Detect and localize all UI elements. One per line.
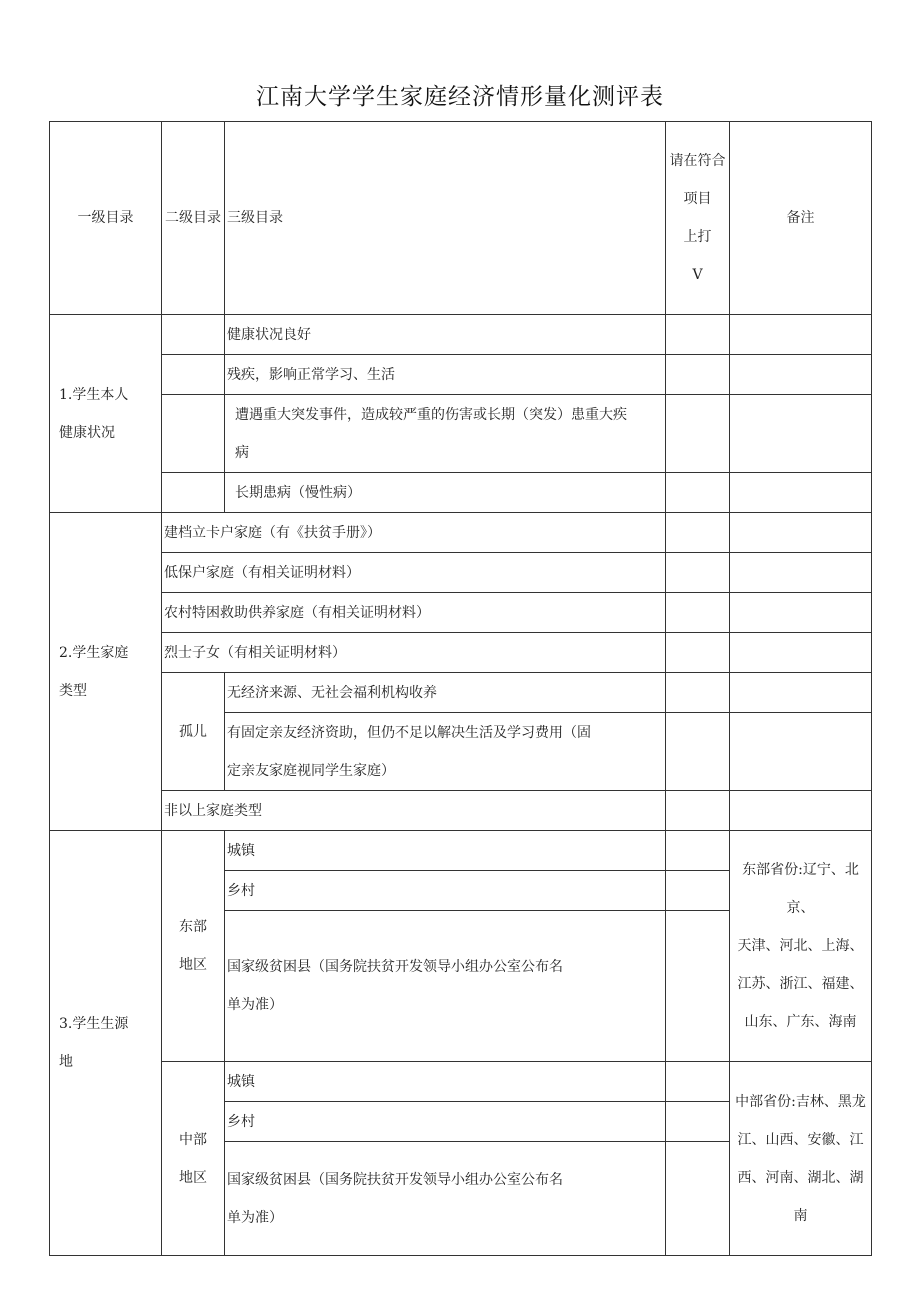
check-cell[interactable]: [666, 791, 730, 831]
blank-cell: [162, 355, 225, 395]
note-cell: [730, 713, 872, 791]
table-row: [50, 395, 872, 473]
table-row: [50, 1062, 872, 1102]
east-region-label: 东部 地区: [162, 831, 225, 1062]
page-title: 江南大学学生家庭经济情形量化测评表: [256, 84, 664, 110]
note-cell: [730, 473, 872, 513]
table-row: [50, 553, 872, 593]
note-cell: [730, 355, 872, 395]
table-row: [50, 513, 872, 553]
check-cell[interactable]: [666, 593, 730, 633]
section2-other: 非以上家庭类型: [162, 791, 666, 831]
check-cell[interactable]: [666, 871, 730, 911]
header-level3: 三级目录: [225, 122, 666, 315]
check-cell[interactable]: [666, 395, 730, 473]
table-row: [50, 831, 872, 871]
east-item: 乡村: [225, 871, 666, 911]
orphan-item: 有固定亲友经济资助，但仍不足以解决生活及学习费用（固 定亲友家庭视同学生家庭）: [225, 713, 666, 791]
check-cell[interactable]: [666, 1102, 730, 1142]
note-cell: [730, 593, 872, 633]
check-cell[interactable]: [666, 831, 730, 871]
section1-title: 1.学生本人 健康状况: [50, 315, 162, 513]
check-cell[interactable]: [666, 673, 730, 713]
header-row: [50, 122, 872, 315]
table-row: [50, 791, 872, 831]
check-cell[interactable]: [666, 315, 730, 355]
section1-item: 长期患病（慢性病）: [225, 473, 666, 513]
check-cell[interactable]: [666, 911, 730, 1062]
blank-cell: [162, 473, 225, 513]
table-row: [50, 473, 872, 513]
header-level1: 一级目录: [50, 122, 162, 315]
header-note: 备注: [730, 122, 872, 315]
section2-item: 建档立卡户家庭（有《扶贫手册》）: [162, 513, 666, 553]
section1-item: 健康状况良好: [225, 315, 666, 355]
note-cell: [730, 553, 872, 593]
section2-item: 烈士子女（有相关证明材料）: [162, 633, 666, 673]
central-item: 国家级贫困县（国务院扶贫开发领导小组办公室公布名 单为准）: [225, 1142, 666, 1256]
table-row: [50, 633, 872, 673]
note-cell: [730, 633, 872, 673]
east-item: 国家级贫困县（国务院扶贫开发领导小组办公室公布名 单为准）: [225, 911, 666, 1062]
blank-cell: [162, 395, 225, 473]
note-cell: [730, 513, 872, 553]
check-cell[interactable]: [666, 553, 730, 593]
check-cell[interactable]: [666, 633, 730, 673]
table-row: [50, 355, 872, 395]
check-cell[interactable]: [666, 355, 730, 395]
check-cell[interactable]: [666, 713, 730, 791]
note-cell: [730, 673, 872, 713]
note-cell: [730, 315, 872, 355]
central-item: 乡村: [225, 1102, 666, 1142]
central-item: 城镇: [225, 1062, 666, 1102]
header-level2: 二级目录: [162, 122, 225, 315]
central-region-label: 中部 地区: [162, 1062, 225, 1256]
check-cell[interactable]: [666, 1142, 730, 1256]
east-note: 东部省份:辽宁、北京、 天津、河北、上海、 江苏、浙江、福建、 山东、广东、海南: [730, 831, 872, 1062]
evaluation-table: [49, 121, 872, 1256]
header-check: 请在符合 项目 上打 V: [666, 122, 730, 315]
note-cell: [730, 791, 872, 831]
section1-item: 遭遇重大突发事件，造成较严重的伤害或长期（突发）患重大疾 病: [225, 395, 666, 473]
orphan-item: 无经济来源、无社会福利机构收养: [225, 673, 666, 713]
section2-item: 农村特困救助供养家庭（有相关证明材料）: [162, 593, 666, 633]
check-cell[interactable]: [666, 473, 730, 513]
table-row: [50, 593, 872, 633]
section3-title: 3.学生生源 地: [50, 831, 162, 1256]
note-cell: [730, 395, 872, 473]
blank-cell: [162, 315, 225, 355]
check-cell[interactable]: [666, 1062, 730, 1102]
section1-item: 残疾，影响正常学习、生活: [225, 355, 666, 395]
table-row: [50, 315, 872, 355]
east-item: 城镇: [225, 831, 666, 871]
orphan-label: 孤儿: [162, 673, 225, 791]
central-note: 中部省份:吉林、黑龙 江、山西、安徽、江 西、河南、湖北、湖 南: [730, 1062, 872, 1256]
check-cell[interactable]: [666, 513, 730, 553]
table-row: [50, 673, 872, 713]
section2-title: 2.学生家庭 类型: [50, 513, 162, 831]
section2-item: 低保户家庭（有相关证明材料）: [162, 553, 666, 593]
